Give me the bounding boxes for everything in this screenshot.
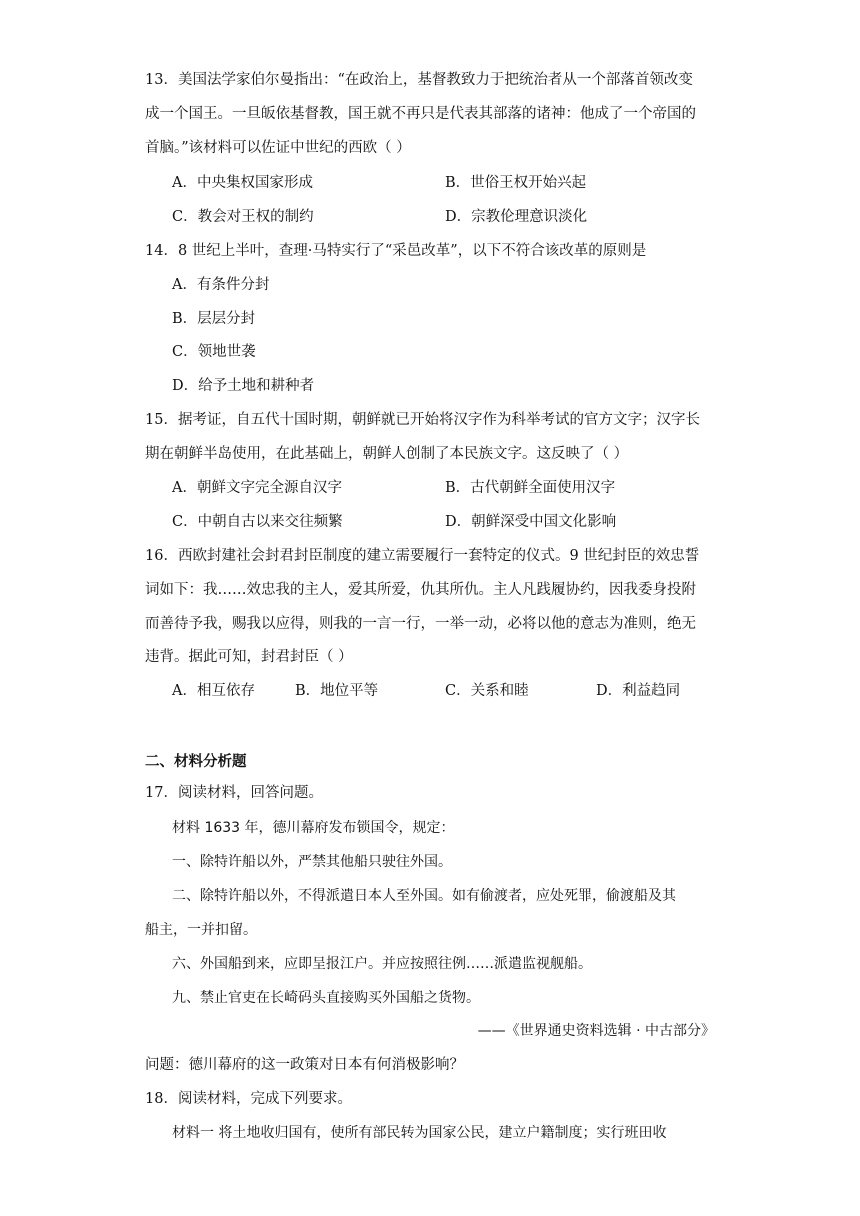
q18-stem: 18．阅读材料，完成下列要求。 xyxy=(145,1091,352,1107)
q16-option-c: C．关系和睦 xyxy=(445,683,529,699)
q17-material-item-2: 二、除特许船以外，不得派遣日本人至外国。如有偷渡者，应处死罪，偷渡船及其 xyxy=(172,888,676,904)
q15-option-a: A．朝鲜文字完全源自汉字 xyxy=(172,480,342,496)
q17-material-item-9: 九、禁止官吏在长崎码头直接购买外国船之货物。 xyxy=(172,990,480,1006)
q13-option-c: C．教会对王权的制约 xyxy=(172,209,314,225)
q16-stem-line4: 违背。据此可知，封君封臣（ ） xyxy=(145,649,353,665)
q15-stem-line2: 期在朝鲜半岛使用，在此基础上，朝鲜人创制了本民族文字。这反映了（ ） xyxy=(145,446,629,462)
q17-material-intro: 材料 1633 年，德川幕府发布锁国令，规定： xyxy=(172,820,455,836)
q16-option-d: D．利益趋同 xyxy=(596,683,681,699)
q15-option-c: C．中朝自古以来交往频繁 xyxy=(172,514,343,530)
q13-stem-line3: 首脑。”该材料可以佐证中世纪的西欧（ ） xyxy=(145,140,411,156)
section-heading: 二、材料分析题 xyxy=(145,754,247,770)
q15-stem-line1: 15．据考证，自五代十国时期，朝鲜就已开始将汉字作为科举考试的官方文字；汉字长 xyxy=(145,412,700,428)
q17-material-item-1: 一、除特许船以外，严禁其他船只驶往外国。 xyxy=(172,854,452,870)
q14-option-b: B．层层分封 xyxy=(172,311,256,327)
q17-material-item-6: 六、外国船到来，应即呈报江户。并应按照往例……派遣监视舰船。 xyxy=(172,956,592,972)
q14-stem: 14．8 世纪上半叶，查理·马特实行了“采邑改革”，以下不符合该改革的原则是 xyxy=(145,243,647,259)
q14-option-d: D．给予土地和耕种者 xyxy=(172,378,315,394)
q17-material-item-2-cont: 船主，一并扣留。 xyxy=(145,922,257,938)
q13-stem-line1: 13．美国法学家伯尔曼指出：“在政治上，基督教致力于把统治者从一个部落首领改变 xyxy=(145,72,693,88)
q13-option-b: B．世俗王权开始兴起 xyxy=(445,175,587,191)
q17-source-citation: ——《世界通史资料选辑 · 中古部分》 xyxy=(477,1023,715,1039)
q16-stem-line3: 而善待予我，赐我以应得，则我的一言一行，一举一动，必将以他的意志为准则，绝无 xyxy=(145,616,696,632)
q16-option-a: A．相互依存 xyxy=(172,683,255,699)
q13-stem-line2: 成一个国王。一旦皈依基督教，国王就不再只是代表其部落的诸神：他成了一个帝国的 xyxy=(145,106,696,122)
q16-option-b: B．地位平等 xyxy=(295,683,379,699)
q17-stem: 17．阅读材料，回答问题。 xyxy=(145,785,323,801)
q18-material-1: 材料一 将土地收归国有，使所有部民转为国家公民，建立户籍制度；实行班田收 xyxy=(172,1125,667,1141)
q16-stem-line1: 16．西欧封建社会封君封臣制度的建立需要履行一套特定的仪式。9 世纪封臣的效忠誓 xyxy=(145,548,700,564)
q14-option-c: C．领地世袭 xyxy=(172,344,256,360)
q13-option-a: A．中央集权国家形成 xyxy=(172,175,313,191)
q15-option-b: B．古代朝鲜全面使用汉字 xyxy=(445,480,616,496)
q13-option-d: D．宗教伦理意识淡化 xyxy=(445,209,588,225)
q15-option-d: D．朝鲜深受中国文化影响 xyxy=(445,514,617,530)
q16-stem-line2: 词如下：我……效忠我的主人，爱其所爱，仇其所仇。主人凡践履协约，因我委身投附 xyxy=(145,582,696,598)
q14-option-a: A．有条件分封 xyxy=(172,277,270,293)
q17-question: 问题：德川幕府的这一政策对日本有何消极影响？ xyxy=(145,1057,464,1073)
